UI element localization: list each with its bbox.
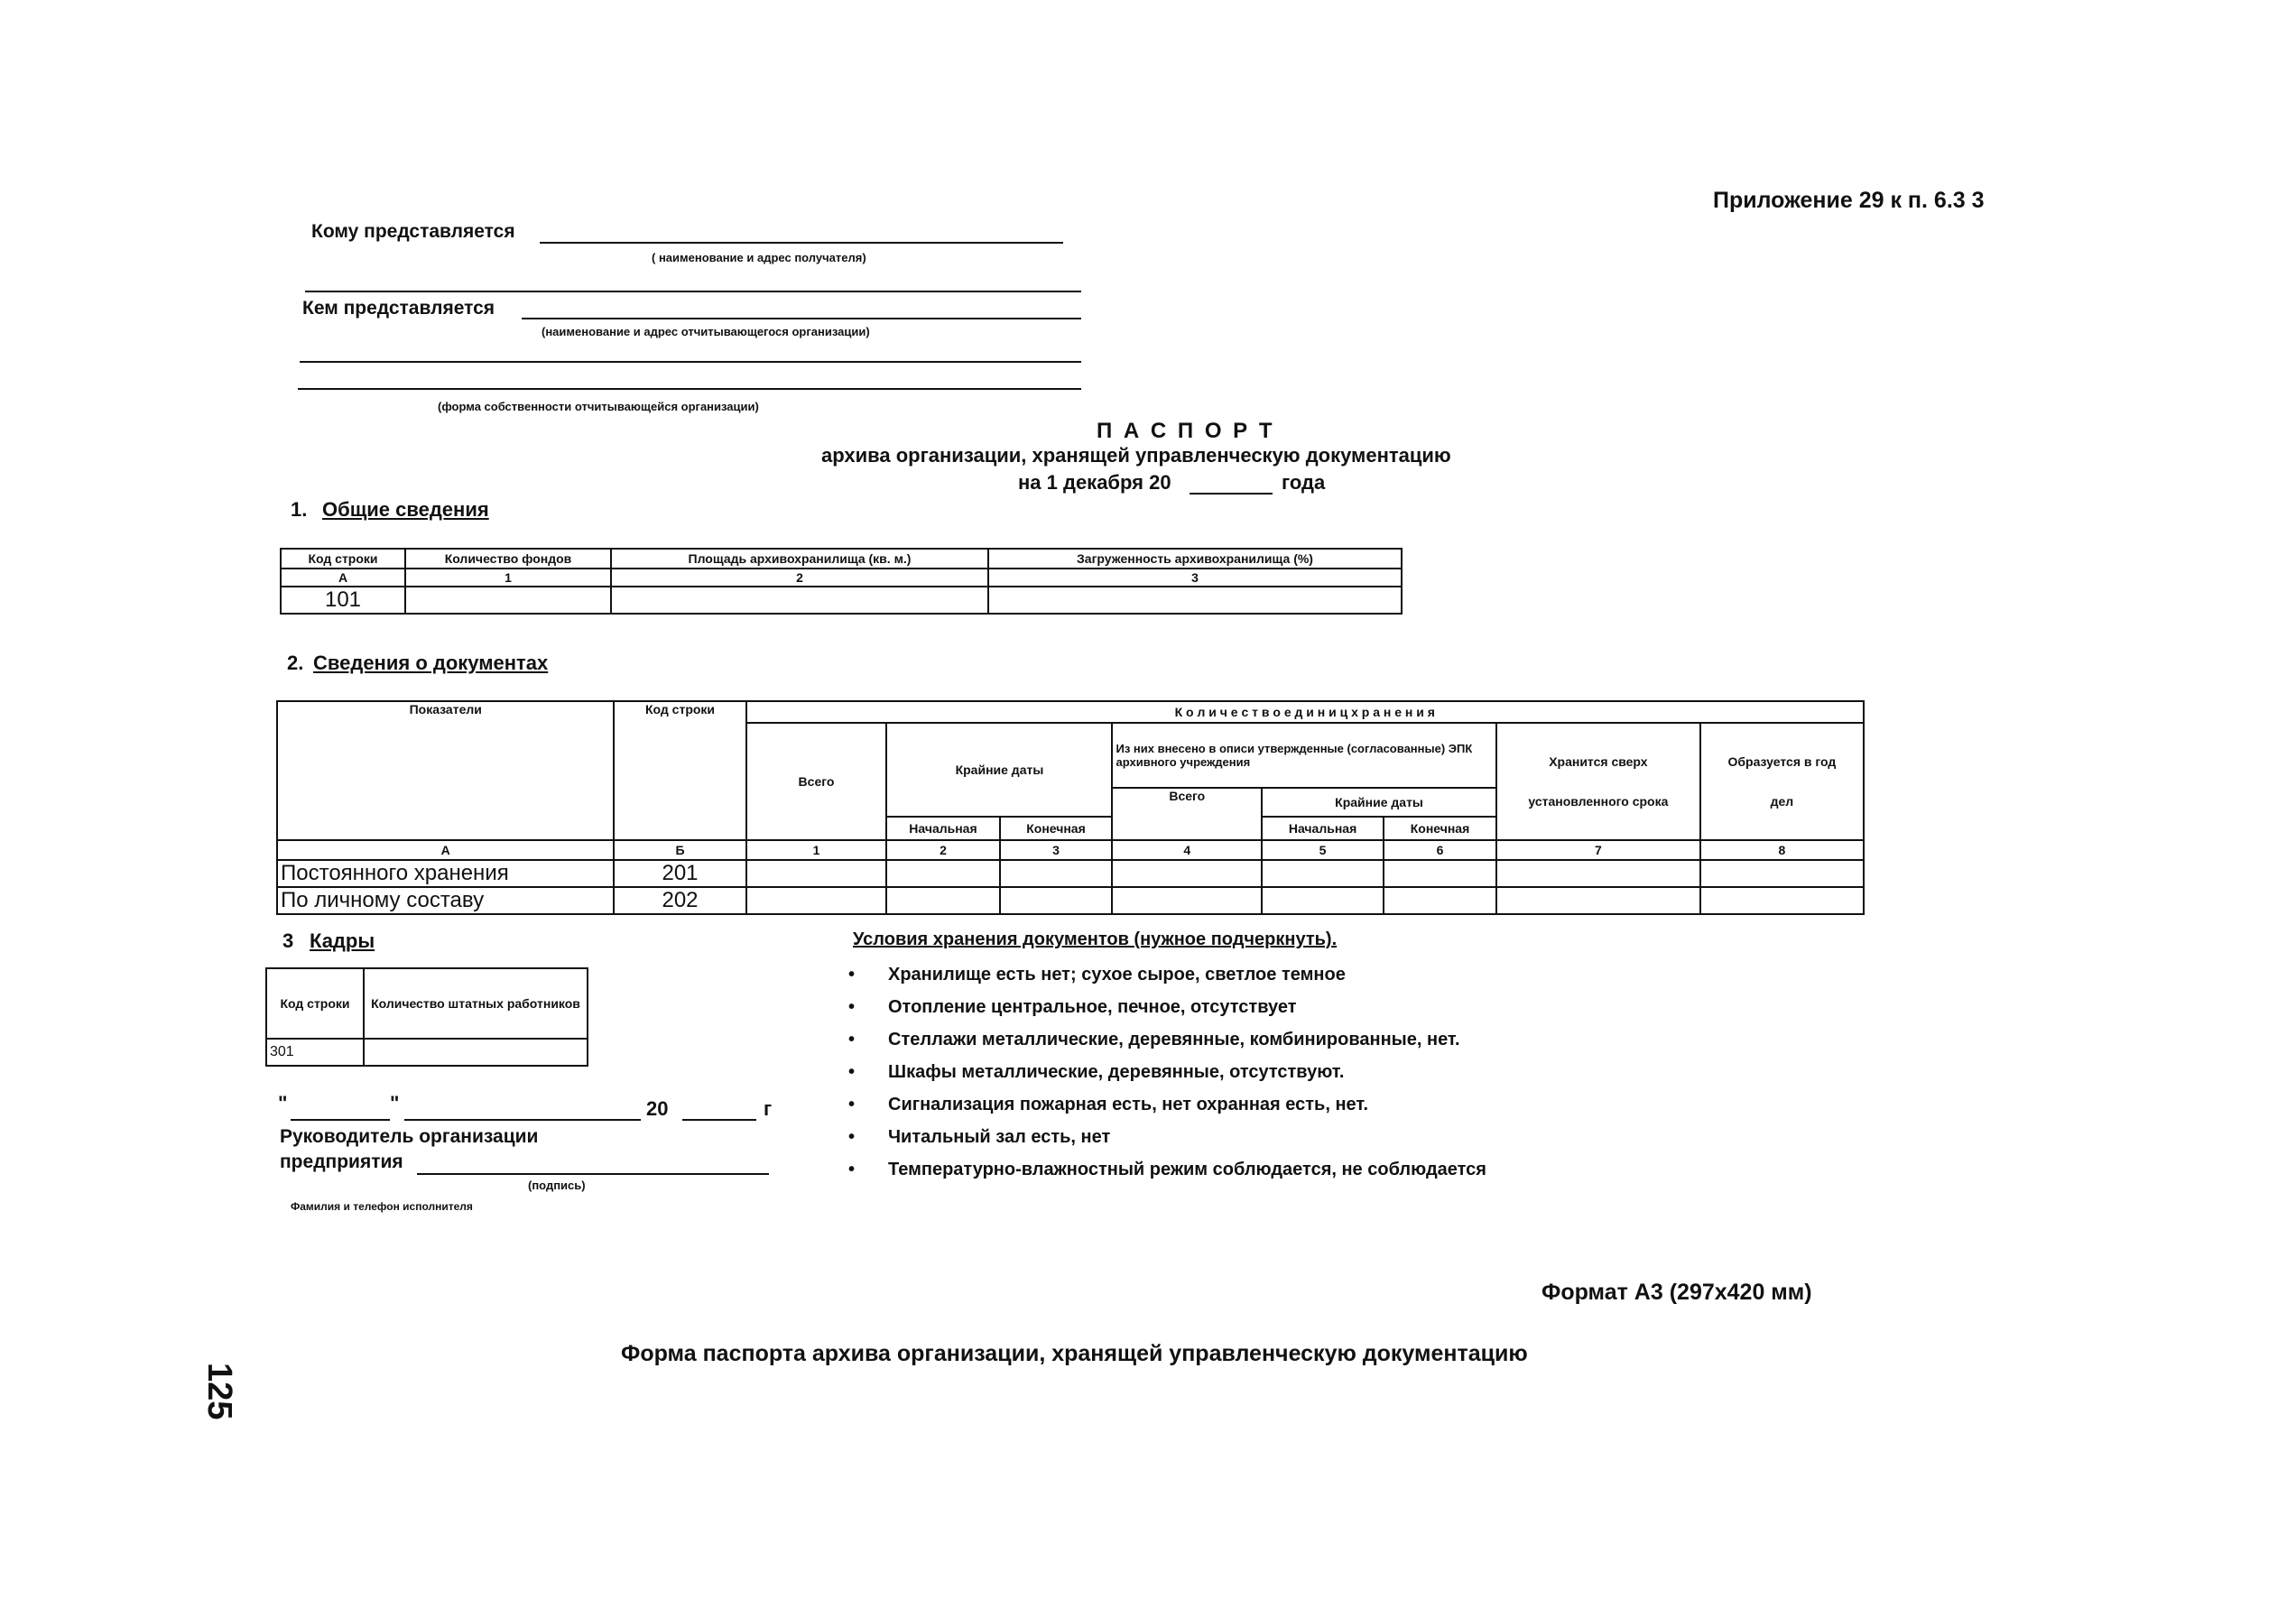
table-row	[281, 587, 1402, 614]
list-item	[848, 1056, 1486, 1088]
head-label-1: Руководитель организации	[280, 1126, 539, 1147]
section2-heading: Сведения о документах	[313, 652, 549, 674]
index-cell: 4	[1112, 840, 1262, 860]
value-cell[interactable]	[1496, 860, 1700, 887]
value-cell[interactable]	[1700, 860, 1864, 887]
conditions-heading: Условия хранения документов (нужное подчеркнуть).	[853, 929, 1338, 949]
code-header: Код строки	[614, 701, 745, 840]
page-number: 125	[200, 1363, 238, 1420]
extreme-dates2-header: Крайние даты	[1262, 788, 1496, 817]
staff-table	[265, 967, 588, 1067]
row-label: По личному составу	[277, 887, 614, 914]
list-item	[848, 1088, 1486, 1121]
staff-count-cell[interactable]	[364, 1039, 588, 1066]
to-whom-line-2[interactable]	[305, 291, 1081, 292]
head-label-2: предприятия	[280, 1151, 403, 1172]
over-term-bottom: установленного срока	[1528, 794, 1669, 809]
value-cell[interactable]	[1000, 860, 1113, 887]
condition-text[interactable]: Шкафы металлические, деревянные, отсутствуют.	[888, 1062, 1345, 1082]
total2-header: Всего	[1112, 788, 1262, 840]
format-label: Формат А3 (297x420 мм)	[1541, 1280, 1812, 1305]
to-whom-line[interactable]	[540, 242, 1063, 244]
passport-subtitle: архива организации, хранящей управленческую документацию	[821, 444, 1451, 467]
ownership-line[interactable]	[298, 388, 1081, 390]
day-line[interactable]	[291, 1119, 390, 1121]
list-item	[848, 1153, 1486, 1186]
table-row	[277, 887, 1864, 914]
list-item	[848, 991, 1486, 1023]
quote-close: "	[390, 1092, 400, 1114]
by-whom-line[interactable]	[522, 318, 1081, 319]
bullet-icon: •	[848, 965, 856, 985]
table-header-row	[281, 549, 1402, 569]
condition-text[interactable]: Стеллажи металлические, деревянные, комбинированные, нет.	[888, 1030, 1460, 1049]
table-row	[266, 1039, 588, 1066]
signature-caption: (подпись)	[528, 1179, 586, 1192]
per-year-bottom: дел	[1770, 794, 1794, 809]
table-index-row	[281, 569, 1402, 587]
per-year-top: Образуется в год	[1727, 754, 1837, 769]
bullet-icon: •	[848, 1127, 856, 1147]
table-index-row	[277, 840, 1864, 860]
per-year-header	[1700, 723, 1864, 840]
header-cell: Площадь архивохранилища (кв. м.)	[611, 549, 988, 569]
value-cell[interactable]	[1112, 860, 1262, 887]
index-cell: 5	[1262, 840, 1384, 860]
section1-number: 1.	[291, 498, 308, 521]
passport-title: П А С П О Р Т	[1097, 419, 1275, 443]
over-term-header	[1496, 723, 1700, 840]
index-cell: 1	[405, 569, 611, 587]
appendix-reference: Приложение 29 к п. 6.3 3	[1713, 188, 1985, 213]
row-code: 101	[281, 587, 405, 614]
row-code: 202	[614, 887, 745, 914]
count-header: К о л и ч е с т в о е д и н и ц х р а н е н и я	[746, 701, 1864, 723]
over-term-top: Хранится сверх	[1549, 754, 1648, 769]
index-cell: А	[277, 840, 614, 860]
index-cell: 1	[746, 840, 887, 860]
start-header: Начальная	[886, 817, 999, 840]
row-label: Постоянного хранения	[277, 860, 614, 887]
row-code: 301	[266, 1039, 364, 1066]
value-cell[interactable]	[1384, 860, 1496, 887]
section2-number: 2.	[287, 652, 304, 674]
to-whom-label: Кому представляется	[311, 221, 515, 242]
month-line[interactable]	[404, 1119, 641, 1121]
index-cell: 2	[886, 840, 999, 860]
index-cell: 6	[1384, 840, 1496, 860]
index-cell: Б	[614, 840, 745, 860]
table-header-row	[277, 701, 1864, 723]
bullet-icon: •	[848, 1095, 856, 1114]
to-whom-caption: ( наименование и адрес получателя)	[652, 251, 866, 264]
conditions-list	[848, 958, 1486, 1186]
quote-open: "	[278, 1092, 288, 1114]
table-header-row	[266, 968, 588, 1039]
date-suffix: года	[1282, 471, 1326, 494]
header-cell: Код строки	[281, 549, 405, 569]
value-cell[interactable]	[886, 860, 999, 887]
condition-text[interactable]: Сигнализация пожарная есть, нет охранная есть, нет.	[888, 1095, 1369, 1114]
value-cell[interactable]	[1496, 887, 1700, 914]
section3-number: 3	[282, 929, 294, 952]
indicators-header: Показатели	[277, 701, 614, 840]
form-caption: Форма паспорта архива организации, хранящей управленческую документацию	[621, 1341, 1528, 1366]
end2-header: Конечная	[1384, 817, 1496, 840]
index-cell: 8	[1700, 840, 1864, 860]
staff-code-header: Код строки	[266, 968, 364, 1039]
index-cell: 2	[611, 569, 988, 587]
year-line[interactable]	[1190, 493, 1273, 495]
staff-count-header: Количество штатных работников	[364, 968, 588, 1039]
index-cell: А	[281, 569, 405, 587]
header-cell: Загруженность архивохранилища (%)	[988, 549, 1402, 569]
ownership-caption: (форма собственности отчитывающейся организации)	[438, 400, 759, 413]
table-row	[277, 860, 1864, 887]
by-whom-caption: (наименование и адрес отчитывающегося организации)	[542, 325, 870, 338]
general-info-table	[280, 548, 1403, 615]
value-cell[interactable]	[1112, 887, 1262, 914]
index-cell: 7	[1496, 840, 1700, 860]
condition-text[interactable]: Читальный зал есть, нет	[888, 1127, 1111, 1147]
end-header: Конечная	[1000, 817, 1113, 840]
bullet-icon: •	[848, 1030, 856, 1049]
bullet-icon: •	[848, 1160, 856, 1179]
index-cell: 3	[1000, 840, 1113, 860]
value-cell[interactable]	[746, 887, 887, 914]
included-header: Из них внесено в описи утвержденные (согласованные) ЭПК архивного учреждения	[1112, 723, 1496, 788]
value-cell[interactable]	[886, 887, 999, 914]
date-prefix: на 1 декабря 20	[1018, 471, 1171, 494]
year-prefix: 20	[646, 1097, 669, 1120]
year-suffix: г	[764, 1097, 773, 1120]
load-cell[interactable]	[988, 587, 1402, 614]
section1-heading: Общие сведения	[322, 498, 489, 521]
by-whom-label: Кем представляется	[302, 298, 495, 319]
documents-table	[276, 700, 1865, 915]
condition-text[interactable]: Хранилище есть нет; сухое сырое, светлое темное	[888, 965, 1346, 985]
by-whom-line-2[interactable]	[300, 361, 1081, 363]
condition-text[interactable]: Температурно-влажностный режим соблюдается, не соблюдается	[888, 1160, 1486, 1179]
list-item	[848, 1023, 1486, 1056]
value-cell[interactable]	[1262, 887, 1384, 914]
list-item	[848, 958, 1486, 991]
total-header: Всего	[746, 723, 887, 840]
bullet-icon: •	[848, 997, 856, 1017]
extreme-dates-header: Крайние даты	[886, 723, 1112, 817]
value-cell[interactable]	[1700, 887, 1864, 914]
list-item	[848, 1121, 1486, 1153]
value-cell[interactable]	[1262, 860, 1384, 887]
value-cell[interactable]	[746, 860, 887, 887]
bullet-icon: •	[848, 1062, 856, 1082]
area-cell[interactable]	[611, 587, 988, 614]
start2-header: Начальная	[1262, 817, 1384, 840]
index-cell: 3	[988, 569, 1402, 587]
funds-count-cell[interactable]	[405, 587, 611, 614]
value-cell[interactable]	[1384, 887, 1496, 914]
sign-year-line[interactable]	[682, 1119, 756, 1121]
value-cell[interactable]	[1000, 887, 1113, 914]
condition-text[interactable]: Отопление центральное, печное, отсутствует	[888, 997, 1297, 1017]
row-code: 201	[614, 860, 745, 887]
signature-line[interactable]	[417, 1173, 769, 1175]
executor-caption: Фамилия и телефон исполнителя	[291, 1200, 473, 1213]
header-cell: Количество фондов	[405, 549, 611, 569]
section3-heading: Кадры	[310, 929, 375, 952]
